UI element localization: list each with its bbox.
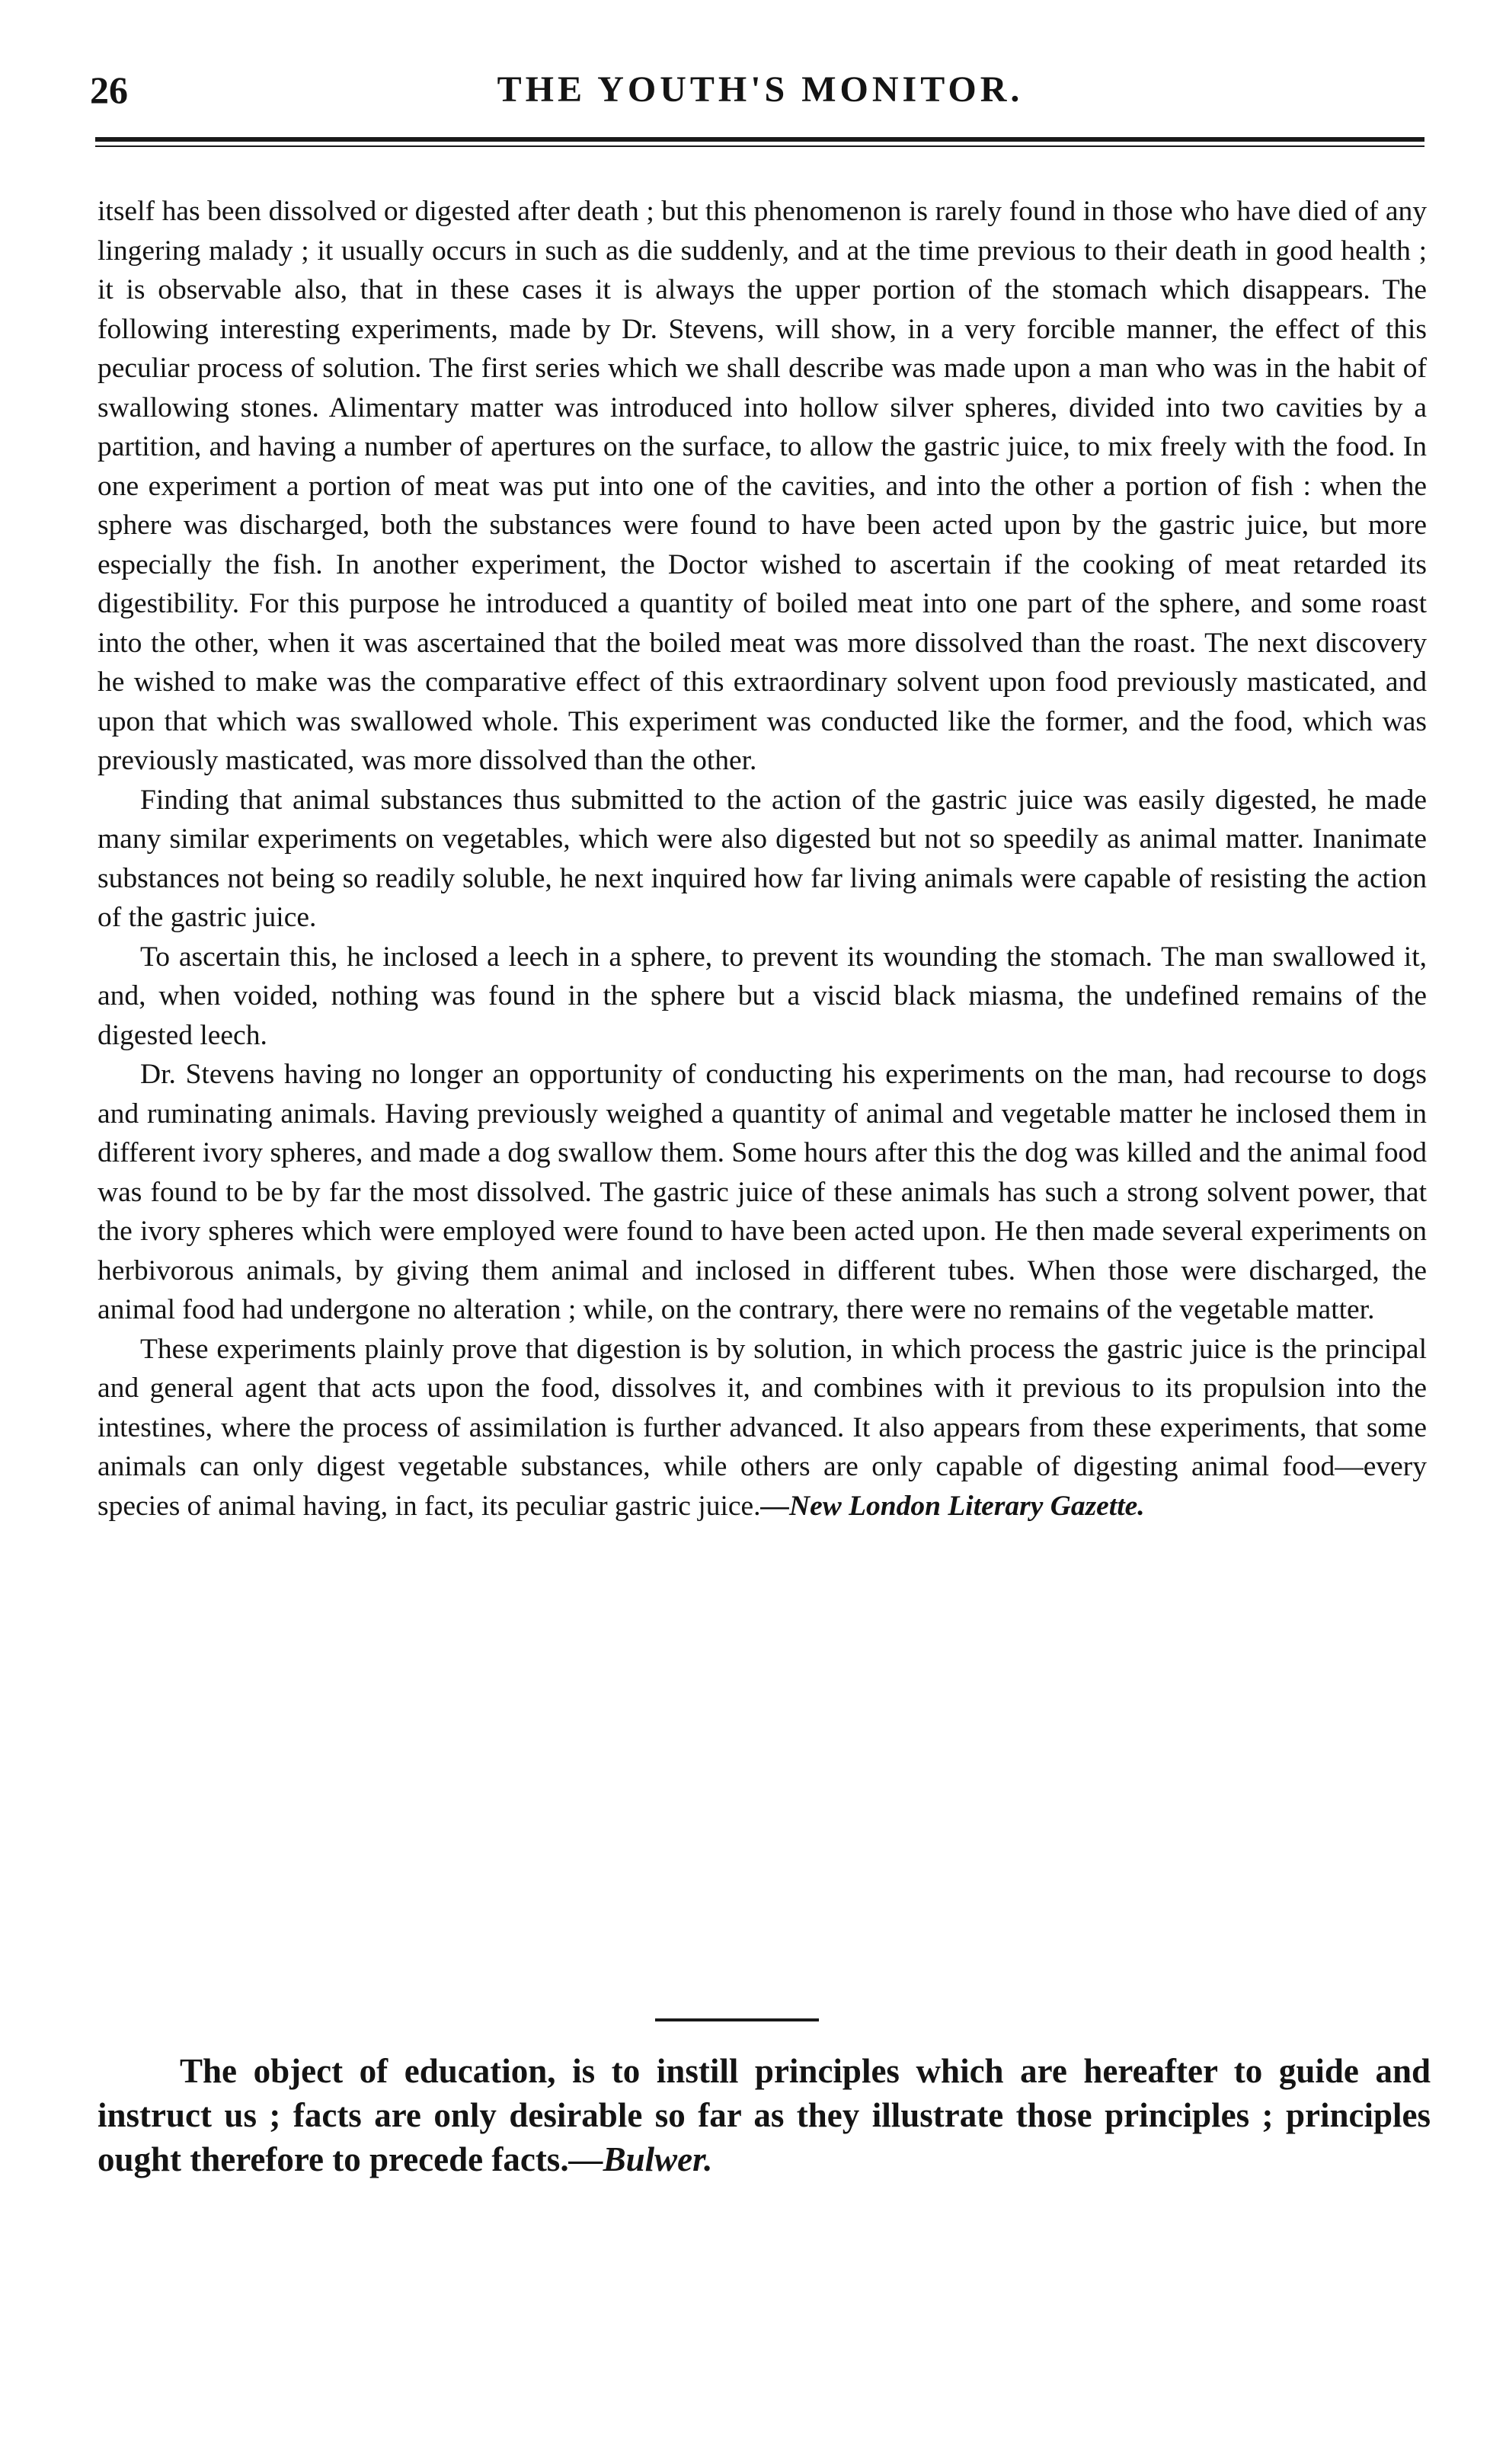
paragraph-1: itself has been dissolved or digested after death ; but this phenomenon is rarely found in those who have died of any lingering malady ; it usually occurs in such as die suddenly, and at the time previous to their death in good health ; it is observable also, that in these cases it is always the upper portion of the stomach which disappears. The following interesting experiments, made by Dr. Stevens, will show, in a very forcible manner, the effect of this peculiar process of solution. The first series which we shall describe was made upon a man who was in the habit of swallowing stones. Alimentary matter was introduced into hollow silver spheres, divided into two cavities by a partition, and having a number of apertures on the surface, to allow the gastric juice, to mix freely with the food. In one experiment a portion of meat was put into one of the cavities, and into the other a portion of fish : when the sphere was discharged, both the substances were found to have been acted upon by the gastric juice, but more especially the fish. In another experiment, the Doctor wished to ascertain if the cooking of meat retarded its digestibility. For this purpose he introduced a quantity of boiled meat into one part of the sphere, and some roast into the other, when it was ascertained that the boiled meat was more dissolved than the roast. The next discovery he wished to make was the comparative effect of this extraordinary solvent upon food previously masticated, and upon that which was swallowed whole. This experiment was conducted like the former, and the food, which was previously masticated, was more dissolved than the other. [98,196,1427,776]
paragraph-5-text: These experiments plainly prove that digestion is by solution, in which process the gastric juice is the principal and general agent that acts upon the food, dissolves it, and combines with it previous to its propulsion into the intestines, where the process of assimilation is further advanced. It also appears from these experiments, that some animals can only digest vegetable substances, while others are only capable of digesting animal food—every species of animal having, in fact, its peculiar gastric juice. [98,1333,1427,1522]
paragraph-4: Dr. Stevens having no longer an opportunity of conducting his experiments on the man, had recourse to dogs and ruminating animals. Having previously weighed a quantity of animal and vegetable matter he inclosed them in different ivory spheres, and made a dog swallow them. Some hours after this the dog was killed and the animal food was found to be by far the most dissolved. The gastric juice of these animals has such a strong solvent power, that the ivory spheres which were employed were found to have been acted upon. He then made several experiments on herbivorous animals, by giving them animal and inclosed in different tubes. When those were discharged, the animal food had undergone no alteration ; while, on the contrary, there were no remains of the vegetable matter. [98,1059,1427,1325]
quote-text: The object of education, is to instill principles which are hereafter to guide and instruct us ; facts are only desirable so far as they illustrate those principles ; principles ought therefore to precede facts. [98,2052,1431,2178]
page-number: 26 [90,69,128,111]
quote-author: —Bulwer. [568,2140,713,2178]
header-rule [95,137,1424,147]
quote-paragraph [98,2049,1431,2181]
article-source: —New London Literary Gazette. [760,1490,1145,1522]
paragraph-5 [98,1330,1427,1526]
running-title: THE YOUTH'S MONITOR. [497,69,1024,110]
paragraph-3: To ascertain this, he inclosed a leech in a sphere, to prevent its wounding the stomach. The man swallowed it, and, when voided, nothing was found in the sphere but a viscid black miasma, the undefined remains of the digested leech. [98,941,1427,1051]
page-header [90,67,1431,113]
article [98,192,1427,1526]
section-divider [655,2018,819,2021]
paragraph-2: Finding that animal substances thus submitted to the action of the gastric juice was easily digested, he made many similar experiments on vegetables, which were also digested but not so speedily as animal matter. Inanimate substances not being so readily soluble, he next inquired how far living animals were capable of resisting the action of the gastric juice. [98,784,1427,933]
quote [98,2049,1431,2181]
